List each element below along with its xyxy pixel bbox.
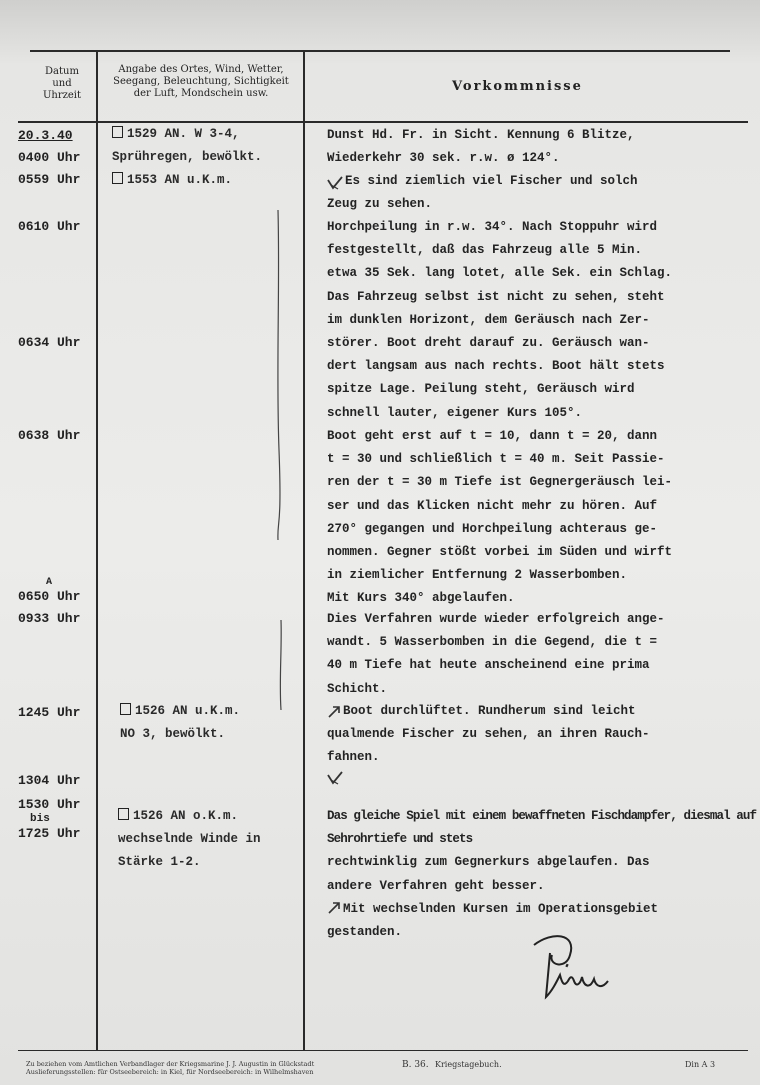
pencil-stroke xyxy=(276,620,286,710)
event-entry: Horchpeilung in r.w. 34°. Nach Stoppuhr wird festgestellt, daß das Fahrzeug alle 5 Min. etwa 35 Sek. lang lotet, alle Sek. ein Schlag. Das Fahrzeug selbst ist nicht zu sehen, steht im dunklen Horizont, dem Geräusch nach Zer- störer. Boot dreht darauf zu. Geräusch wan- dert langsam aus nach rechts. Boot hält stets spitze Lage. Peilung steht, Geräusch wird schnell lauter, eigener Kurs 105°. xyxy=(327,220,673,420)
column-divider-date xyxy=(96,52,98,1050)
pencil-check-icon xyxy=(326,770,344,786)
time-entry: 0559 Uhr xyxy=(18,172,81,187)
time-entry: 0650 Uhr xyxy=(18,589,81,604)
pencil-check-icon xyxy=(326,174,344,192)
footer-book-title: Kriegstagebuch. xyxy=(435,1060,502,1069)
event-entry: Boot geht erst auf t = 10, dann t = 20, dann t = 30 und schließlich t = 40 m. Seit Passie- ren der t = 30 m Tiefe ist Gegnergeräusch lei- ser und das Klicken nicht mehr zu hören. Auf 270° gegangen und Horchpeilung achteraus ge- nommen. Gegner stößt vorbei im Süden und wirft in ziemlicher Entfernung 2 Wasserbomben. Mit Kurs 340° abgelaufen. xyxy=(327,429,673,606)
grid-square-icon xyxy=(120,703,131,715)
pencil-arrow-icon xyxy=(327,704,341,718)
time-entry: 0638 Uhr xyxy=(18,428,81,443)
time-mark: A xyxy=(46,577,53,588)
footer-paper-size: Din A 3 xyxy=(685,1060,716,1069)
time-entry: 1530 Uhr xyxy=(18,797,81,812)
pencil-stroke xyxy=(272,210,284,540)
footer-form-number: B. 36. xyxy=(402,1060,429,1070)
time-entry: 0634 Uhr xyxy=(18,335,81,350)
time-entry: 20.3.40 xyxy=(18,128,73,143)
time-entry: 1304 Uhr xyxy=(18,773,81,788)
bottom-rule xyxy=(18,1050,748,1051)
place-entry: 1553 AN u.K.m. xyxy=(112,169,302,192)
event-entry: Dunst Hd. Fr. in Sicht. Kennung 6 Blitze, Wiederkehr 30 sek. r.w. ø 124°. xyxy=(327,128,635,166)
place-entry: 1529 AN. W 3-4, Sprühregen, bewölkt. xyxy=(112,127,263,164)
grid-square-icon xyxy=(112,126,123,138)
time-entry: 1245 Uhr xyxy=(18,705,81,720)
event-entry: Boot durchlüftet. Rundherum sind leicht qualmende Fischer zu sehen, an ihren Rauch- fahnen. xyxy=(327,704,650,765)
top-rule xyxy=(30,50,730,52)
event-entry: Das gleiche Spiel mit einem bewaffneten Fischdampfer, diesmal auf Sehrohrtiefe und stets rechtwinklig zum Gegnerkurs abgelaufen. Das andere Verfahren geht besser. Mit wechselnden Kursen im Operationsgebiet gestanden. xyxy=(327,809,757,940)
time-entry: 1725 Uhr xyxy=(18,826,81,841)
event-entry: Dies Verfahren wurde wieder erfolgreich ange- wandt. 5 Wasserbomben in die Gegend, die t = 40 m Tiefe hat heute anscheinend eine prima Schicht. xyxy=(327,612,665,696)
time-entry: 0610 Uhr xyxy=(18,219,81,234)
header-events: Vorkommnisse xyxy=(452,79,583,94)
grid-square-icon xyxy=(118,808,129,820)
column-divider-place xyxy=(303,52,305,1050)
time-entry: 0400 Uhr xyxy=(18,150,81,165)
signature-prien xyxy=(522,925,632,1005)
header-date: Datum und Uhrzeit xyxy=(42,66,82,101)
place-entry: 1526 AN u.K.m. NO 3, bewölkt. xyxy=(120,704,241,741)
time-entry: 0933 Uhr xyxy=(18,611,81,626)
header-place: Angabe des Ortes, Wind, Wetter, Seegang, Beleuchtung, Sichtigkeit der Luft, Mondschein usw. xyxy=(113,64,289,99)
pencil-arrow-icon xyxy=(327,900,341,914)
grid-square-icon xyxy=(112,172,123,184)
event-entry: Es sind ziemlich viel Fischer und solch Zeug zu sehen. xyxy=(327,174,638,212)
place-entry: 1526 AN o.K.m. wechselnde Winde in Stärke 1-2. xyxy=(118,809,261,869)
footer-publisher: Zu beziehen vom Amtlichen Verbandlager der Kriegsmarine J. J. Augustin in Glückstadt Auslieferungsstellen: für Ostseebereich: in Kiel, für Nordseebereich: in Wilhelmshaven xyxy=(26,1060,315,1076)
time-entry: bis xyxy=(30,813,50,825)
